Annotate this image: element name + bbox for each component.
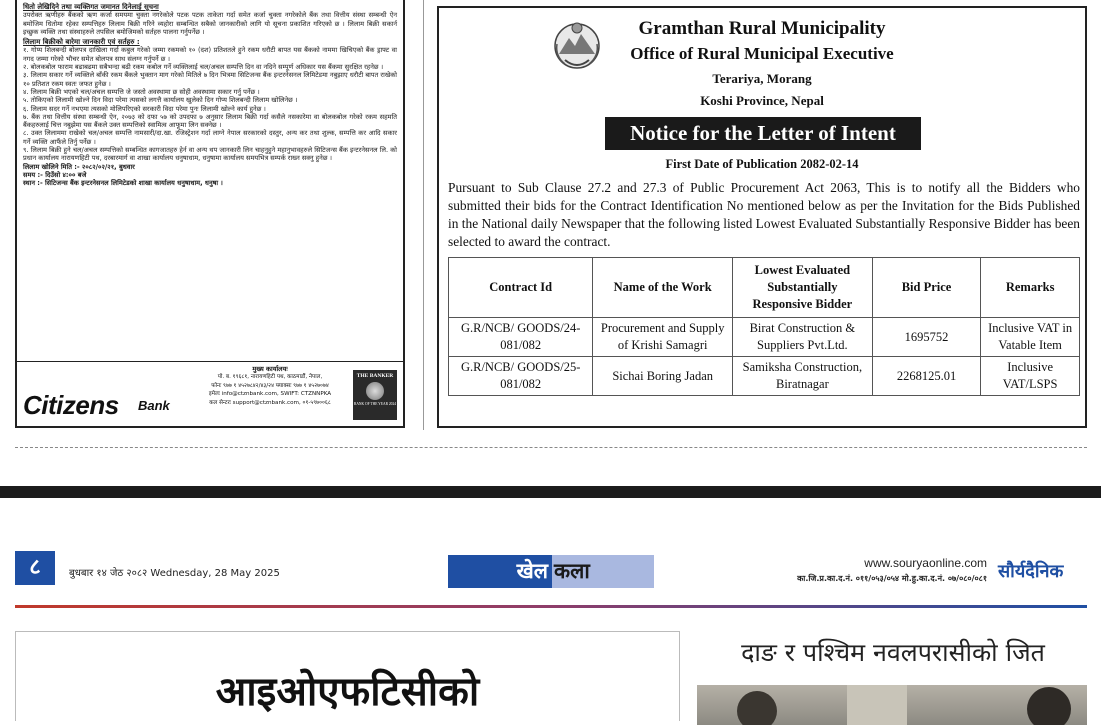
- office-name: Office of Rural Municipal Executive: [630, 44, 894, 63]
- page-separator: [15, 447, 1087, 448]
- story-photo: [697, 685, 1087, 725]
- contract-id: G.R/NCB/ GOODS/24-081/082: [449, 318, 593, 357]
- work-name: Sichai Boring Jadan: [593, 357, 733, 396]
- auction-term: ७. बैंक तथा वित्तीय संस्था सम्बन्धी ऐन, २०७३ को दफा ५७ को उपदफा ७ अनुसार लिलाम बिक्री गर्दा कसैले नसकारेमा वा बोलकबोल गरेको रकम सहमति बैंकहरुलाई चित्त नबुझेमा यस बैंकले उक्त सम्पत्तिको स्वामित्व आफूमा लिन सक्नेछ ।: [23, 112, 397, 130]
- story-left-headline: आइओएफटिसीको: [215, 669, 480, 715]
- bid-price: 1695752: [872, 318, 981, 357]
- municipality-name: Gramthan Rural Municipality: [638, 18, 886, 39]
- col-contract-id: Contract Id: [449, 258, 593, 318]
- award-medal-icon: [366, 382, 384, 400]
- address-line: पो. ब. १९६८१, नारायणहिटी पथ, काठमाडौं, नेपाल,: [217, 374, 323, 381]
- auction-date: लिलाम खोलिने मिति :- २०८२/०२/२१, बुधवार: [23, 162, 135, 171]
- citizens-logo: Citizens: [23, 390, 119, 420]
- address-line: इमेलः info@ctznbank.com, SWIFT: CTZNNPKA: [208, 391, 332, 398]
- photo-person: [737, 691, 777, 725]
- column-divider: [423, 0, 424, 430]
- table-header-row: [449, 258, 1080, 318]
- section-label-arts: कला: [552, 555, 654, 588]
- auction-terms-title: लिलाम बिक्रीको बारेमा जानकारी एवं सर्तहरु :: [23, 38, 140, 47]
- banker-subtitle: BANK OF THE YEAR 2024: [353, 402, 397, 406]
- newspaper-masthead: सौर्यदैनिक: [998, 561, 1064, 582]
- remarks: Inclusive VAT/LSPS: [981, 357, 1080, 396]
- photo-background: [847, 685, 907, 725]
- bid-results-table: [448, 257, 1080, 396]
- registration-numbers: का.जि.प्र.का.द.नं. ०११/०५३/०५४ मो.हु.का.द.नं. ०७/०८०/०८१: [797, 574, 987, 583]
- bank-footer: [17, 361, 403, 426]
- publication-date: First Date of Publication 2082-02-14: [665, 157, 859, 171]
- bid-price: 2268125.01: [872, 357, 981, 396]
- bank-logo-word: Bank: [138, 398, 170, 413]
- header-rule: [15, 605, 1087, 608]
- col-bidder: Lowest Evaluated Substantially Responsive Bidder: [732, 258, 872, 318]
- auction-place: स्थान :- सिटिजन्स बैंक इन्टरनेसनल लिमिटेडको शाखा कार्यालय धनुषाधाम, धनुषा ।: [23, 179, 223, 188]
- letter-of-intent-notice: [437, 6, 1087, 428]
- table-row: [449, 357, 1080, 396]
- banker-title: THE BANKER: [356, 373, 394, 379]
- bank-address: [195, 365, 345, 407]
- section-label-sports: खेल: [448, 555, 552, 588]
- col-bid-price: Bid Price: [872, 258, 981, 318]
- page-number: ८: [15, 551, 55, 585]
- auction-term: ३. लिलाम सकार गर्ने व्यक्तिले बाँकी रकम बैंकले भुक्तान माग गरेको मितिले ७ दिन भित्रमा सिटिजन्स बैंक इन्टरनेसनल लिमिटेडमा नबुझाए धरौटी बापत राखेको १० प्रतिशत रकम स्वतः जफत हुनेछ ।: [23, 71, 397, 88]
- photo-person: [1027, 687, 1071, 725]
- notice-body: Pursuant to Sub Clause 27.2 and 27.3 of Public Procurement Act 2063, This is to notify all the Bidders who submitted their bids for the Contract Identification No mentioned below as per the Invitation for the Bids Published in the National daily Newspaper that the following listed Lowest Evaluated Substantially Responsive Bidder has been selected to award the contract.: [448, 180, 1080, 249]
- notice-title: Notice for the Letter of Intent: [605, 117, 921, 150]
- banker-award-badge: [353, 370, 397, 420]
- story-left: [15, 631, 680, 721]
- auction-term: २. बोलकबोल फाराम बढाबढमा सबैभन्दा बढी रकम कबोल गर्ने व्यक्तिलाई चल/अचल सम्पत्ति दिन वा नदिने सम्पूर्ण अधिकार यस बैंकमा सुरक्षित रहनेछ ।: [23, 63, 384, 72]
- remarks: Inclusive VAT in Vatable Item: [981, 318, 1080, 357]
- page-gap-band: [0, 486, 1101, 498]
- auction-term: १. गोप्य शिलबन्दी बोलपत्र दाखिला गर्दा कबुल गरेको जम्मा रकमको १० (दश) प्रतिशतले हुने रकम धरौटी बापत यस बैंकको नाममा खिचिएको बैंक ड्राफ्ट वा नगद जम्मा गरेको भौचर समेत बोलपत्र साथ संलग्न गर्नुपर्ने छ ।: [23, 46, 397, 63]
- col-remarks: Remarks: [981, 258, 1080, 318]
- table-row: [449, 318, 1080, 357]
- col-work-name: Name of the Work: [593, 258, 733, 318]
- bank-notice-title: धितो लेखिदिने तथा व्यक्तिगत जमानत दिनेलाई सूचना: [23, 3, 159, 11]
- address-heading: मुख्य कार्यालयः: [252, 365, 288, 373]
- address-line: कल सेन्टरः support@ctznbank.com, ०१-५९७००६८: [209, 399, 331, 406]
- auction-term: ८. उक्त लिलाममा राखेको चल/अचल सम्पत्ति नामसारी/दा.खा. रजिस्ट्रेशन गर्दा लाग्ने नेपाल सरकारको दस्तुर, अन्य कर तथा शुल्क, सम्पत्ति कर आदि सकार गर्ने व्यक्ति आफैंले तिर्नु पर्नेछ ।: [23, 129, 397, 146]
- auction-time: समय :- दिउँसो ४:०० बजे: [23, 170, 87, 179]
- story-right-headline: दाङ र पश्चिम नवलपरासीको जित: [741, 638, 1045, 667]
- contract-id: G.R/NCB/ GOODS/25-081/082: [449, 357, 593, 396]
- work-name: Procurement and Supply of Krishi Samagri: [593, 318, 733, 357]
- province-name: Koshi Province, Nepal: [700, 93, 824, 108]
- issue-date: बुधबार १४ जेठ २०८२ Wednesday, 28 May 2025: [69, 568, 280, 579]
- bank-notice-paragraph: उपरोक्त ऋणीहरु बैंकको ऋण कर्जा समयमा चुक्ता नगरेकोले पटक पटक ताकेता गर्दा समेत कर्जा चुक्ता नगरेकोले बैंक तथा वित्तीय संस्था सम्बन्धी ऐन बमोजिम धितोमा रहेका सम्पत्तिहरु लिलाम बिक्री गरिने व्यहोरा सम्बन्धित सबैको जानकारीको लागि यो सूचना प्रकाशित गरिएको छ । लिलाम बिक्री सकार्न इच्छुक व्यक्ति तथा संस्थाहरुले तपसिल बमोजिमको सर्तहरु पालना गर्नुपर्नेछ ।: [23, 11, 397, 36]
- bank-auction-notice: [15, 0, 405, 428]
- auction-term: ४. लिलाम बिक्री भएको चल/अचल सम्पत्ति जे जस्तो अवस्थामा छ सोही अवस्थामा सकार गर्नु पर्नेछ ।: [23, 87, 260, 96]
- auction-term: ९. लिलाम बिक्री हुने चल/अचल सम्पत्तिको सम्बन्धित कागजातहरु हेर्न वा अन्य थप जानकारी लिन चाहनुहुने महानुभावहरुले सिटिजन्स बैंक इन्टरनेसनल लि. को प्रधान कार्यालय नारायणहिटी पथ, दरबारमार्ग वा शाखा कार्यालय धनुषाधाम, धनुषामा कार्यालय समयभित्र सम्पर्क राख्न सक्नु हुनेछ ।: [23, 146, 397, 163]
- office-location: Terariya, Morang: [712, 71, 812, 86]
- auction-term: ६. लिलाम सदर गर्ने नभएमा त्यसको मोलिपरिएको सरकारी विदा परेमा पुनः लिलामी खोल्ने कार्य हुनेछ ।: [23, 104, 266, 113]
- website-url[interactable]: www.souryaonline.com: [864, 556, 987, 570]
- auction-term: ५. तोकिएको लिलामी खोल्ने दिन विदा परेमा त्यसको लगत्तै कार्यालय खुलेको दिन गोप्य शिलबन्दी लिलाम खोलिनेछ ।: [23, 96, 298, 105]
- bidder-name: Samiksha Construction, Biratnagar: [732, 357, 872, 396]
- address-line: फोनः ९७७ १ ४५२७८४२/४३/२४ फ्याक्सः ९७७ १ ४५२७०७४: [211, 382, 329, 389]
- auction-terms-list: [23, 46, 397, 162]
- bidder-name: Birat Construction & Suppliers Pvt.Ltd.: [732, 318, 872, 357]
